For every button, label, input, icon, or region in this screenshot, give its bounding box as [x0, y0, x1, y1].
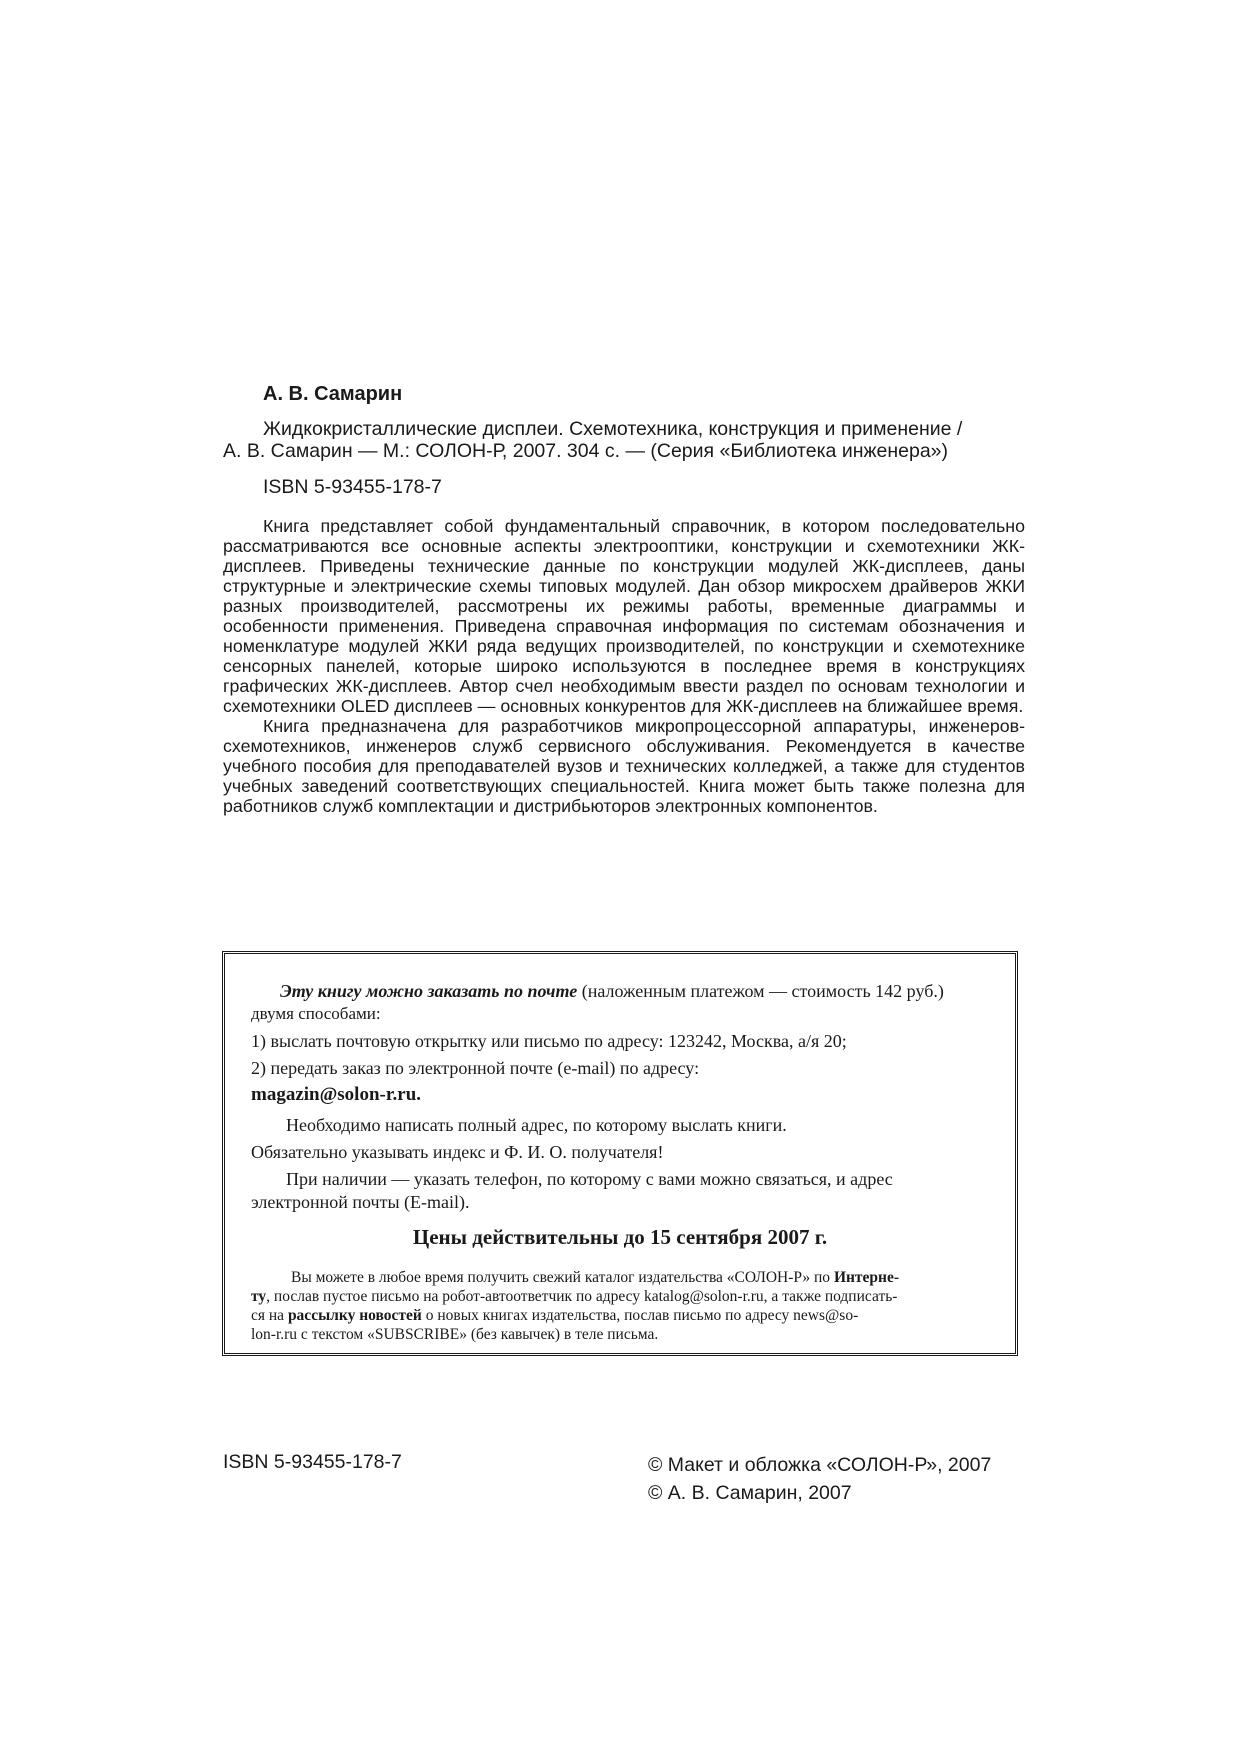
prices-valid-notice: Цены действительны до 15 сентября 2007 г. — [412, 1225, 828, 1249]
isbn-top: ISBN 5-93455-178-7 — [263, 476, 442, 498]
bibliographic-record — [223, 418, 1025, 462]
order-methods-intro: двумя способами: — [251, 1004, 381, 1023]
catalog-line-4: lon-r.ru с текстом «SUBSCRIBE» (без кавычек) в теле письма. — [251, 1326, 659, 1343]
author-name: А. В. Самарин — [263, 383, 403, 405]
catalog-line-1: Вы можете в любое время получить свежий каталог издательства «СОЛОН-Р» по Интерне- — [291, 1269, 900, 1286]
order-email-link[interactable]: magazin@solon-r.ru. — [251, 1084, 422, 1105]
order-info-box — [222, 951, 1018, 1356]
abstract — [223, 516, 1025, 816]
catalog-line-2: ту, послав пустое письмо на робот-автоответчик по адресу katalog@solon-r.ru, а также подписать- — [251, 1288, 898, 1305]
abstract-paragraph-2: Книга предназначена для разработчиков микропроцессорной аппаратуры, инженеров-схемотехников, инженеров служб сервисного обслуживания. Рекомендуется в качестве учебного пособия для преподавателей вузов и технических колледжей, а также для студентов учебных заведений соответствующих специальностей. Книга может быть также полезна для работников служб комплектации и дистрибьюторов электронных компонентов. — [223, 716, 1025, 816]
order-note-1: Необходимо написать полный адрес, по которому выслать книги. — [286, 1115, 787, 1135]
order-lead — [280, 980, 944, 1002]
order-lead-italic: Эту книгу можно заказать по почте — [280, 981, 578, 1001]
order-note-3a: При наличии — указать телефон, по которому с вами можно связаться, и адрес — [286, 1169, 893, 1189]
order-note-3b: электронной почты (E-mail). — [251, 1192, 470, 1212]
abstract-paragraph-1: Книга представляет собой фундаментальный справочник, в котором последовательно рассматриваются все основные аспекты электрооптики, конструкции и схемотехники ЖК-дисплеев. Приведены технические данные по конструкции модулей ЖК-дисплеев, даны структурные и электрические схемы типовых модулей. Дан обзор микросхем драйверов ЖКИ разных производителей, рассмотрены их режимы работы, временные диаграммы и особенности применения. Приведена справочная информация по системам обозначения и номенклатуре модулей ЖКИ ряда ведущих производителей, по конструкции и схемотехнике сенсорных панелей, которые широко используются в последнее время в конструкциях графических ЖК-дисплеев. Автор счел необходимым ввести раздел по основам технологии и схемотехники OLED дисплеев — основных конкурентов для ЖК-дисплеев на ближайшее время. — [223, 516, 1025, 716]
order-method-1: 1) выслать почтовую открытку или письмо по адресу: 123242, Москва, а/я 20; — [251, 1031, 847, 1051]
copyright-block — [648, 1451, 991, 1507]
bib-title-line: Жидкокристаллические дисплеи. Схемотехника, конструкция и применение / — [263, 418, 963, 440]
order-lead-rest: (наложенным платежом — стоимость 142 руб.) — [577, 981, 944, 1001]
copyright-line-2: © А. В. Самарин, 2007 — [648, 1482, 852, 1504]
order-note-2: Обязательно указывать индекс и Ф. И. О. получателя! — [251, 1142, 664, 1162]
isbn-bottom: ISBN 5-93455-178-7 — [223, 1451, 402, 1473]
order-method-2: 2) передать заказ по электронной почте (e-mail) по адресу: — [251, 1058, 700, 1078]
copyright-line-1: © Макет и обложка «СОЛОН-Р», 2007 — [648, 1454, 992, 1476]
catalog-info — [251, 1268, 989, 1344]
catalog-line-3: ся на рассылку новостей о новых книгах издательства, послав письмо по адресу news@so- — [251, 1307, 859, 1324]
bib-imprint-line: А. В. Самарин — М.: СОЛОН-Р, 2007. 304 с. — (Серия «Библиотека инженера») — [223, 440, 949, 462]
